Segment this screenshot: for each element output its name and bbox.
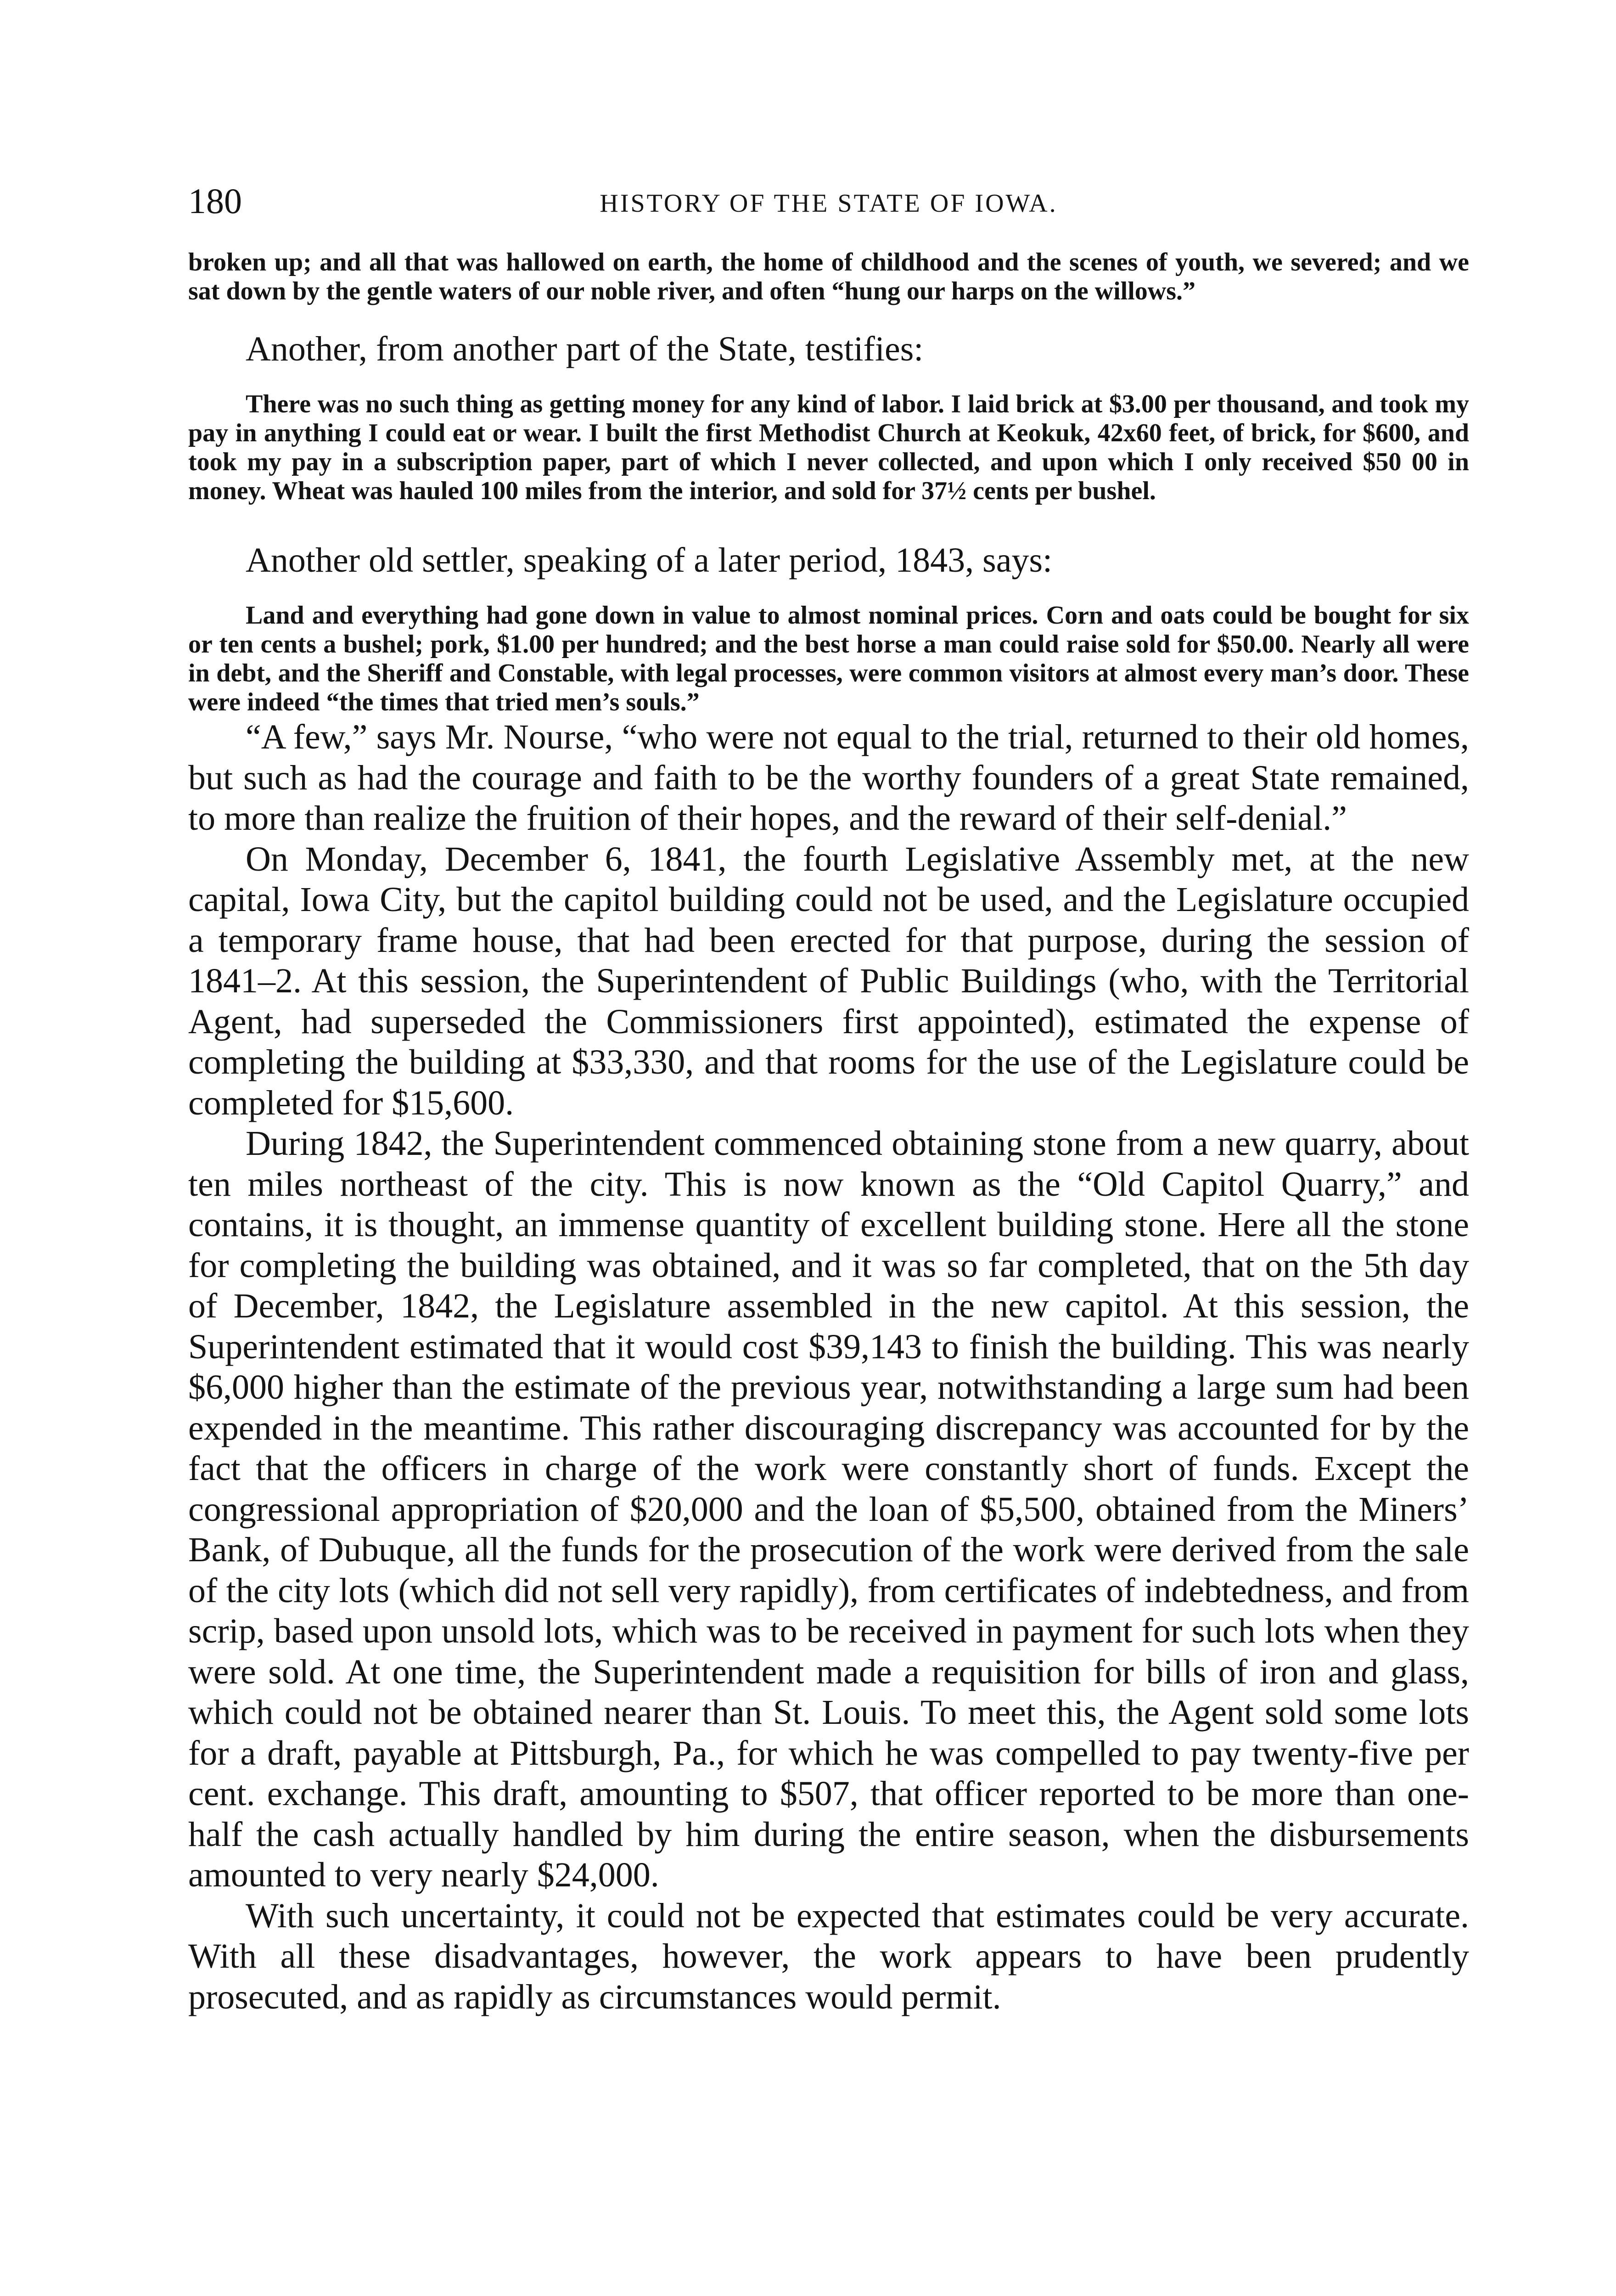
page-content — [188, 248, 1469, 2017]
running-title: HISTORY OF THE STATE OF IOWA. — [600, 189, 1058, 218]
page-number: 180 — [188, 181, 242, 221]
block-quote-2: Land and everything had gone down in value to almost nominal prices. Corn and oats could be bought for six or ten cents a bushel; pork, $1.00 per hundred; and the best horse a man could raise sold for $50.00. Nearly all were in debt, and the Sheriff and Constable, with legal processes, were common visitors at almost every man’s door. These were indeed “the times that tried men’s souls.” — [188, 601, 1469, 716]
quote-intro-2: Another old settler, speaking of a later period, 1843, says: — [246, 541, 1053, 580]
paragraph-1841-assembly: On Monday, December 6, 1841, the fourth Legislative Assembly met, at the new capital, Iowa City, but the capitol building could not be used, and the Legislature occupied a temporary frame house, that had been erected for that purpose, during the session of 1841–2. At this session, the Superintendent of Public Buildings (who, with the Territorial Agent, had superseded the Commissioners first appointed), estimated the expense of completing the building at $33,330, and that rooms for the use of the Legislature could be completed for $15,600. — [188, 839, 1469, 1122]
page-header — [188, 179, 1469, 230]
paragraph-1842-quarry: During 1842, the Superintendent commenced obtaining stone from a new quarry, about ten miles northeast of the city. This is now known as the “Old Capitol Quarry,” and contains, it is thought, an immense quantity of excellent building stone. Here all the stone for completing the building was obtained, and it was so far completed, that on the 5th day of December, 1842, the Legislature assembled in the new capitol. At this session, the Superintendent estimated that it would cost $39,143 to finish the building. This was nearly $6,000 higher than the estimate of the previous year, notwithstanding a large sum had been expended in the meantime. This rather discouraging discrepancy was accounted for by the fact that the officers in charge of the work were constantly short of funds. Except the congressional appropriation of $20,000 and the loan of $5,500, obtained from the Miners’ Bank, of Dubuque, all the funds for the prosecution of the work were derived from the sale of the city lots (which did not sell very rapidly), from certificates of indebtedness, and from scrip, based upon unsold lots, which was to be received in payment for such lots when they were sold. At one time, the Superintendent made a requisition for bills of iron and glass, which could not be obtained nearer than St. Louis. To meet this, the Agent sold some lots for a draft, payable at Pittsburgh, Pa., for which he was compelled to pay twenty-five per cent. exchange. This draft, amounting to $507, that officer reported to be more than one-half the cash actually handled by him during the entire season, when the disbursements amounted to very nearly $24,000. — [188, 1124, 1469, 1894]
paragraph-nourse: “A few,” says Mr. Nourse, “who were not equal to the trial, returned to their old homes, but such as had the courage and faith to be the worthy founders of a great State remained, to more than realize the fruition of their hopes, and the reward of their self-denial.” — [188, 718, 1469, 838]
quote-intro-1: Another, from another part of the State, testifies: — [246, 330, 924, 368]
paragraph-conclusion: With such uncertainty, it could not be expected that estimates could be very accurate. With all these disadvantages, however, the work appears to have been prudently prosecuted, and as rapidly as circumstances would permit. — [188, 1896, 1469, 2016]
quote-continuation: broken up; and all that was hallowed on earth, the home of childhood and the scenes of youth, we severed; and we sat down by the gentle waters of our noble river, and often “hung our harps on the willows.” — [188, 248, 1469, 305]
block-quote-1: There was no such thing as getting money for any kind of labor. I laid brick at $3.00 per thousand, and took my pay in anything I could eat or wear. I built the first Methodist Church at Keokuk, 42x60 feet, of brick, for $600, and took my pay in a subscription paper, part of which I never collected, and upon which I only received $50 00 in money. Wheat was hauled 100 miles from the interior, and sold for 37½ cents per bushel. — [188, 390, 1469, 505]
